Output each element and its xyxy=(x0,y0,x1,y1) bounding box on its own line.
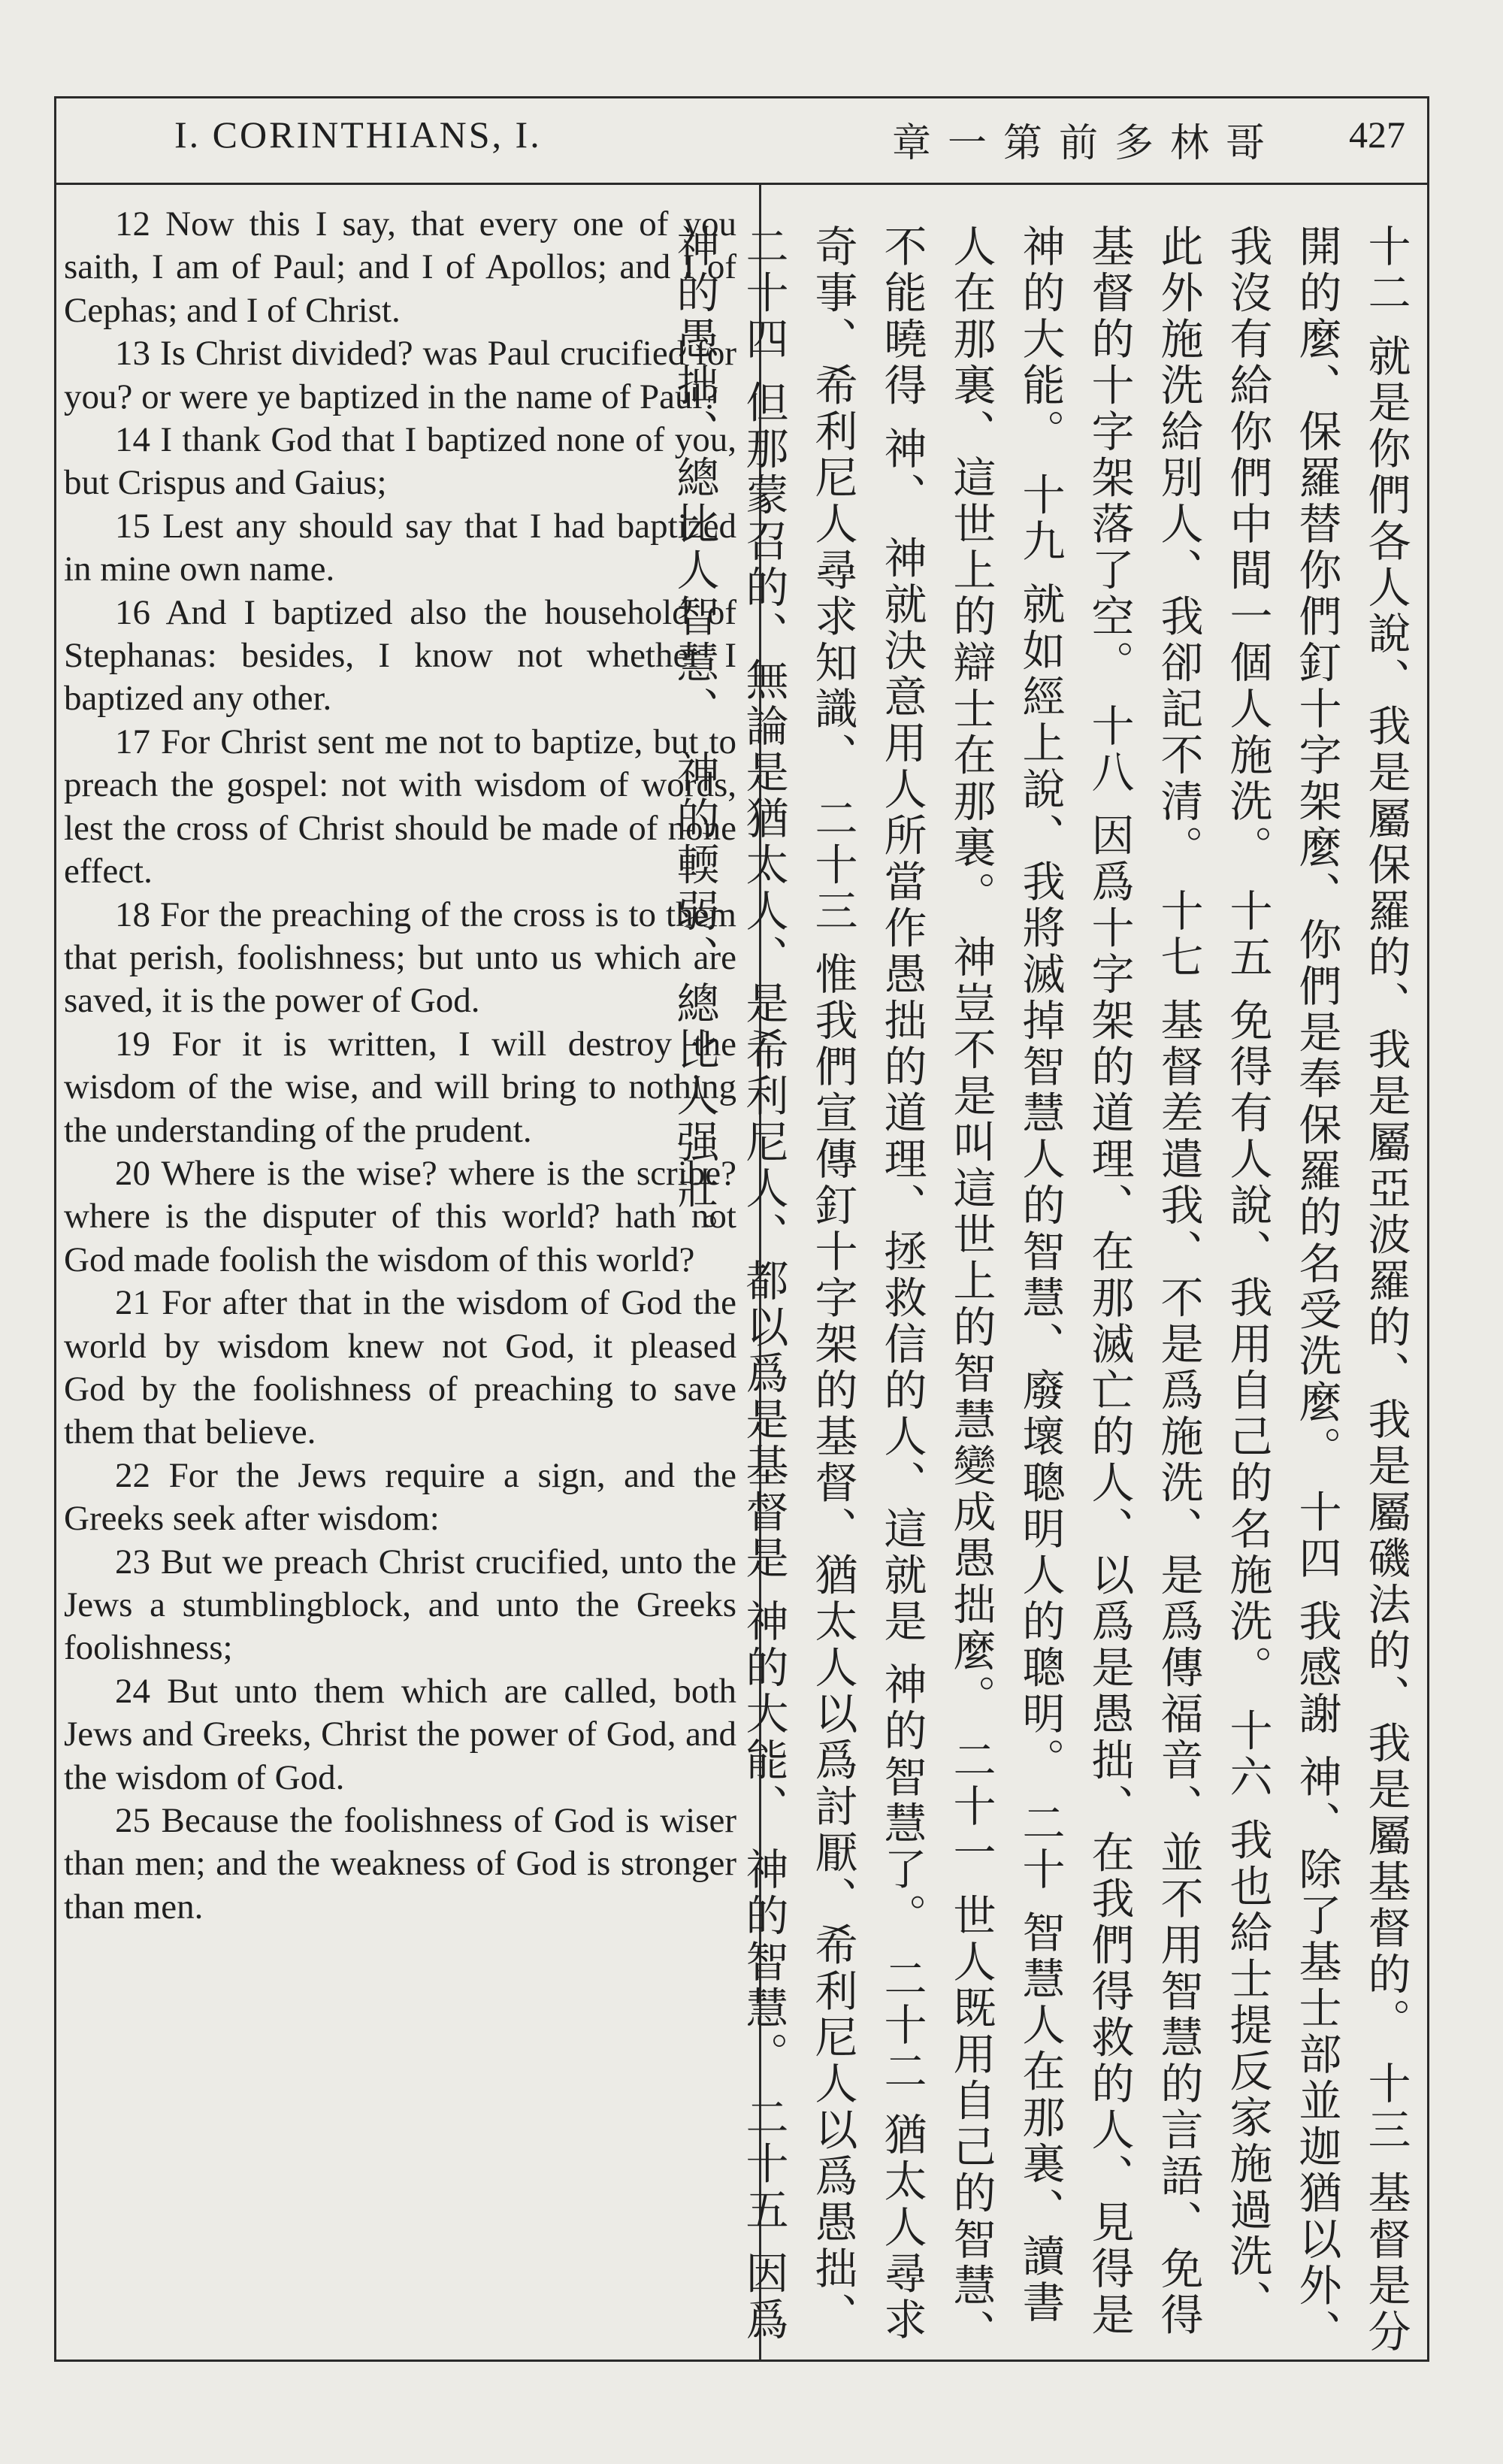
chinese-verse-21: 二十一 世人既用自己的智慧、不能曉得 神、 神就決意用人所當作愚拙的道理、拯救信的人、這就是 神的智慧了。 xyxy=(877,224,996,2356)
chinese-verse-25: 二十五 因爲 神的愚拙、總比人智慧、 神的輭弱、總比人强壯。 xyxy=(670,224,788,2344)
chinese-verse-20: 二十 智慧人在那裏、讀書人在那裏、這世上的辯士在那裏。 神豈不是叫這世上的智慧變成愚拙麼。 xyxy=(946,224,1065,2326)
chinese-verse-19: 十九 就如經上說、我將滅掉智慧人的智慧、廢壞聰明人的聰明。 xyxy=(1015,472,1065,1784)
chinese-verse-16: 十六 我也給士提反家施過洗、此外施洗給別人、我卻記不清。 xyxy=(1154,224,1272,2326)
english-verse-15: 15 Lest any should say that I had baptized in mine own name. xyxy=(64,506,736,589)
english-verse-14: 14 I thank God that I baptized none of you, but Crispus and Gaius; xyxy=(64,420,736,503)
chinese-verse-22: 二十二 猶太人尋求奇事、希利尼人尋求知識、 xyxy=(808,224,927,2344)
english-column xyxy=(64,203,736,1929)
english-verse-21: 21 For after that in the wisdom of God the world by wisdom knew not God, it pleased God by the foolishness of preaching to save them that believe. xyxy=(64,1283,736,1452)
chinese-verse-24: 二十四 但那蒙召的、無論是猶太人、是希利尼人、都以爲是基督是 神的大能、 神的智慧。 xyxy=(739,224,788,2078)
english-verse-19: 19 For it is written, I will destroy the wisdom of the wise, and will bring to nothing the understanding of the prudent. xyxy=(64,1024,736,1150)
english-verse-20: 20 Where is the wise? where is the scribe? where is the disputer of this world? hath not God made foolish the wisdom of this world? xyxy=(64,1153,736,1279)
chinese-verse-14: 十四 我感謝 神、除了基士部並迦猶以外、我沒有給你們中間一個人施洗。 xyxy=(1223,224,1341,2356)
chinese-column xyxy=(670,224,1420,2359)
english-verse-13: 13 Is Christ divided? was Paul crucified for you? or were ye baptized in the name of Paul? xyxy=(64,334,736,416)
english-verse-18: 18 For the preaching of the cross is to them that perish, foolishness; but unto us which are saved, it is the power of God. xyxy=(64,894,736,1021)
english-verse-16: 16 And I baptized also the household of Stephanas: besides, I know not whether I baptized any other. xyxy=(64,592,736,719)
english-verse-24: 24 But unto them which are called, both Jews and Greeks, Christ the power of God, and the wisdom of God. xyxy=(64,1671,736,1797)
chinese-verse-23: 二十三 惟我們宣傳釘十字架的基督、猶太人以爲討厭、希利尼人以爲愚拙、 xyxy=(808,795,857,2338)
chinese-verse-13: 十三 基督是分開的麼、保羅替你們釘十字架麼、你們是奉保羅的名受洗麼。 xyxy=(1292,224,1411,2356)
running-title-chinese: 章一第前多林哥 xyxy=(892,121,1282,166)
running-header xyxy=(54,96,1429,185)
chinese-verse-15: 十五 免得有人說、我用自己的名施洗。 xyxy=(1223,888,1272,1691)
english-verse-22: 22 For the Jews require a sign, and the Greeks seek after wisdom: xyxy=(64,1455,736,1539)
chinese-verse-17: 十七 基督差遣我、不是爲施洗、是爲傳福音、並不用智慧的言語、免得基督的十字架落了空。 xyxy=(1084,224,1203,2338)
chinese-verse-18: 十八 因爲十字架的道理、在那滅亡的人、以爲是愚拙、在我們得救的人、見得是 神的大能。 xyxy=(1015,224,1134,2338)
chinese-verse-12: 十二 就是你們各人說、我是屬保羅的、我是屬亞波羅的、我是屬磯法的、我是屬基督的。 xyxy=(1361,224,1411,2045)
english-verse-17: 17 For Christ sent me not to baptize, but to preach the gospel: not with wisdom of words, lest the cross of Christ should be made of none effect. xyxy=(64,722,736,891)
english-verse-12: 12 Now this I say, that every one of you saith, I am of Paul; and I of Apollos; and I of Cephas; and I of Christ. xyxy=(64,204,736,330)
english-verse-23: 23 But we preach Christ crucified, unto the Jews a stumblingblock, and unto the Greeks foolishness; xyxy=(64,1542,736,1668)
running-title-english: I. CORINTHIANS, I. xyxy=(174,114,542,156)
english-verse-25: 25 Because the foolishness of God is wiser than men; and the weakness of God is stronger than men. xyxy=(64,1801,736,1927)
page-number: 427 xyxy=(1349,114,1405,156)
